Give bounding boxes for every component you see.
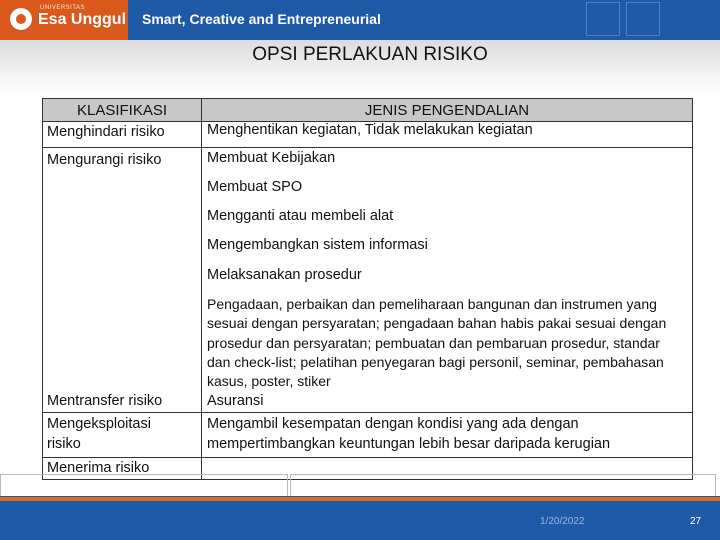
slide-footer	[0, 496, 720, 540]
column-header-klasifikasi: KLASIFIKASI	[76, 102, 168, 119]
table-header-row	[43, 99, 692, 122]
page-number: 27	[690, 516, 702, 527]
table-cell-pengendalian: Mengembangkan sistem informasi	[207, 237, 428, 253]
risk-treatment-table	[42, 98, 693, 480]
footer-decoration	[290, 474, 716, 497]
table-cell-klasifikasi: Menghindari risiko	[47, 124, 165, 140]
table-cell-pengendalian: Melaksanakan prosedur	[207, 267, 362, 283]
column-header-jenis-pengendalian: JENIS PENGENDALIAN	[364, 102, 530, 119]
table-cell-pengendalian: Membuat Kebijakan	[207, 150, 336, 166]
university-logo	[0, 0, 128, 40]
row-divider	[43, 147, 692, 148]
decorative-square	[626, 2, 660, 36]
table-cell-pengendalian: Menghentikan kegiatan, Tidak melakukan kegiatan	[207, 122, 533, 138]
slide-header	[0, 0, 720, 40]
table-cell-klasifikasi: Mengurangi risiko	[47, 152, 162, 168]
table-cell-klasifikasi: Mengeksploitasi risiko	[47, 416, 151, 452]
logo-emblem-icon	[10, 8, 32, 30]
table-cell-pengendalian: Mengambil kesempatan dengan kondisi yang ada dengan mempertimbangkan keuntungan lebih besar daripada kerugian	[207, 416, 611, 452]
table-cell-klasifikasi: Menerima risiko	[47, 460, 150, 476]
tagline-band	[128, 0, 720, 40]
column-divider	[201, 99, 202, 479]
logo-small-text: UNIVERSITAS	[40, 5, 86, 11]
row-divider	[43, 412, 692, 413]
tagline-text: Smart, Creative and Entrepreneurial	[142, 11, 381, 27]
slide-title: OPSI PERLAKUAN RISIKO	[252, 44, 488, 65]
table-cell-pengendalian: Asuransi	[207, 393, 264, 409]
table-cell-pengendalian: Membuat SPO	[207, 179, 303, 195]
table-cell-klasifikasi: Mentransfer risiko	[47, 393, 163, 409]
row-divider	[43, 457, 692, 458]
footer-accent-line	[0, 497, 720, 501]
decorative-square	[586, 2, 620, 36]
logo-name: Esa Unggul	[38, 11, 127, 28]
table-cell-pengendalian: Pengadaan, perbaikan dan pemeliharaan bangunan dan instrumen yang sesuai dengan persyaratan; pengadaan bahan habis pakai sesuai dengan prosedur dan persyaratan; pembuatan dan pembaruan prosedur, standar dan check-list; pelatihan penyegaran bagi personil, seminar, pembahasan kasus, poster, stiker	[207, 296, 667, 390]
footer-decoration	[0, 474, 288, 497]
slide-date: 1/20/2022	[540, 516, 585, 527]
table-cell-pengendalian: Mengganti atau membeli alat	[207, 208, 394, 224]
